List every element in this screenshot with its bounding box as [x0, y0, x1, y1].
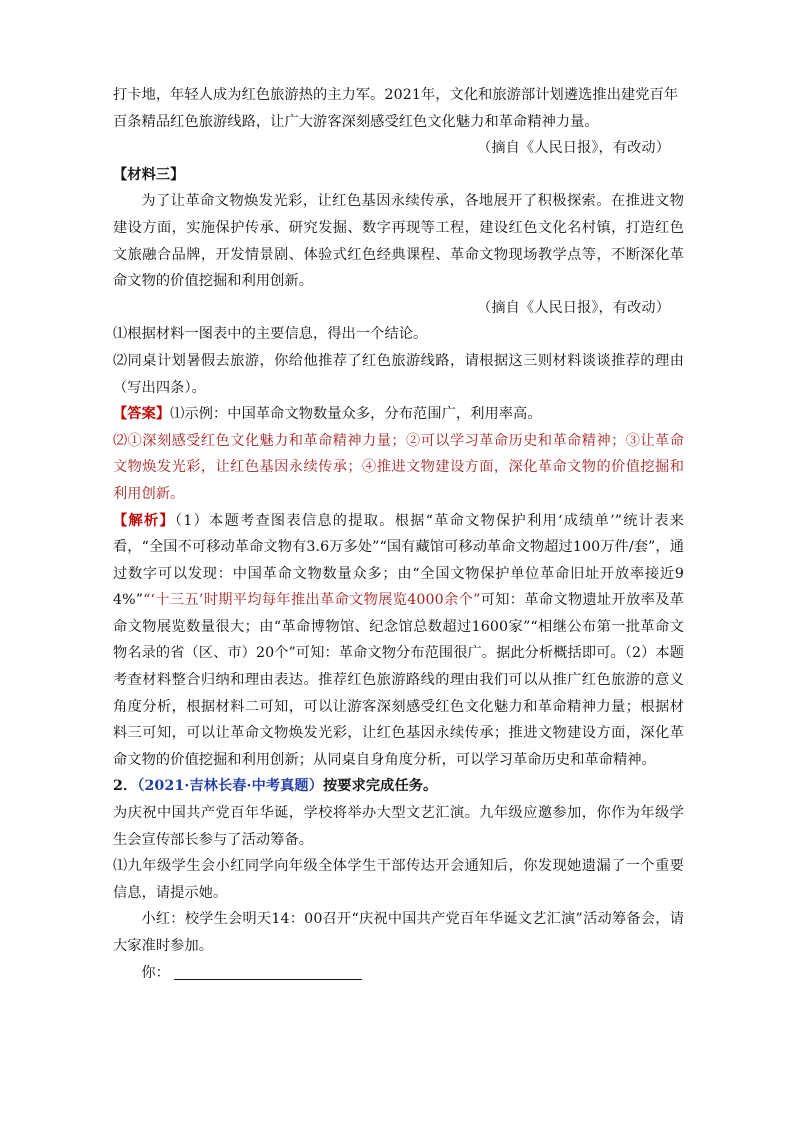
- xiaohong-line: 小红：校学生会明天14：00召开“庆祝中国共产党百年华诞文艺汇演”活动筹备会，请大家准时参加。: [113, 911, 684, 954]
- question-2-tag: （2021·吉林长春·中考真题）: [137, 778, 324, 795]
- material2-line1: 打卡地，年轻人成为红色旅游热的主力军。2021年，文化和旅游部计划遴选推出建党百年: [113, 87, 679, 103]
- question-2-sub1: ⑴九年级学生会小红同学向年级全体学生干部传达开会通知后，你发现她遗漏了一个重要信息，请提示她。: [113, 858, 684, 901]
- material3-heading: 【材料三】: [113, 166, 185, 183]
- analysis-seg1: （1）本题考查图表信息的提取。根据“革命文物保护利用‘成绩单’”统计表来看，“全国不可移动革命文物有3.6万多处”“国有藏馆可移动革命文物超过100万件/套”，通过数字可以发现：中国革命文物数量众多；由“全国文物保护单位革命旧址开放率接近94%”: [113, 512, 684, 609]
- question-1: ⑴根据材料一图表中的主要信息，得出一个结论。: [113, 326, 428, 343]
- answer-part1-text: ⑴示例：中国革命文物数量众多，分布范围广，利用率高。: [170, 406, 542, 423]
- question-2-intro: 为庆祝中国共产党百年华诞，学校将举办大型文艺汇演。九年级应邀参加，你作为年级学生会宣传部长参与了活动筹备。: [113, 805, 684, 848]
- material2-source: （摘自《人民日报》，有改动）: [477, 140, 670, 157]
- answer-blank[interactable]: [174, 963, 362, 980]
- question-2-header: [113, 773, 684, 800]
- material3-body: 为了让革命文物焕发光彩，让红色基因永续传承，各地展开了积极探索。在推进文物建设方面，实施保护传承、研究发掘、数字再现等工程，建设红色文化名村镇，打造红色文旅融合品牌，开发情景剧、体验式红色经典课程、革命文物现场教学点等，不断深化革命文物的价值挖掘和利用创新。: [113, 193, 684, 290]
- material2-line2: 百条精品红色旅游线路，让广大游客深刻感受红色文化魅力和革命精神力量。: [113, 113, 599, 130]
- answer-label: 【答案】: [113, 406, 171, 423]
- analysis-label: 【解析】: [113, 512, 175, 529]
- you-line: [113, 960, 684, 987]
- material3-source: （摘自《人民日报》，有改动）: [477, 299, 670, 316]
- question-2-instruction: 按要求完成任务。: [323, 778, 438, 795]
- answer-part1: [113, 401, 684, 428]
- analysis-seg3: 可知：革命文物遗址开放率及革命文物展览数量很大；由“革命博物馆、纪念馆总数超过1600家”“相继公布第一批革命文物名录的省（区、市）20个”可知：革命文物分布范围很广。据此分析概括即可。（2）本题考查材料整合归纳和理由表达。推荐红色旅游路线的理由我们可以从推广红色旅游的意义角度分析，根据材料二可知，可以让游客深刻感受红色文化魅力和革命精神力量；根据材料三可知，可以让革命文物焕发光彩，让红色基因永续传承；推进文物建设方面，深化革命文物的价值挖掘和利用创新；从同桌自身角度分析，可以学习革命历史和革命精神。: [113, 592, 684, 768]
- question-2: ⑵同桌计划暑假去旅游，你给他推荐了红色旅游线路，请根据这三则材料谈谈推荐的理由（写出四条）。: [113, 352, 684, 396]
- analysis-paragraph: [113, 508, 684, 774]
- answer-part2: ⑵①深刻感受红色文化魅力和革命精神力量；②可以学习革命历史和革命精神；③让革命文物焕发光彩，让红色基因永续传承；④推进文物建设方面，深化革命文物的价值挖掘和利用创新。: [113, 432, 684, 502]
- question-2-number: 2．: [113, 778, 138, 795]
- analysis-seg2: “‘十三五’时期平均每年推出革命文物展览4000余个”: [143, 592, 481, 609]
- you-label: 你：: [141, 964, 170, 981]
